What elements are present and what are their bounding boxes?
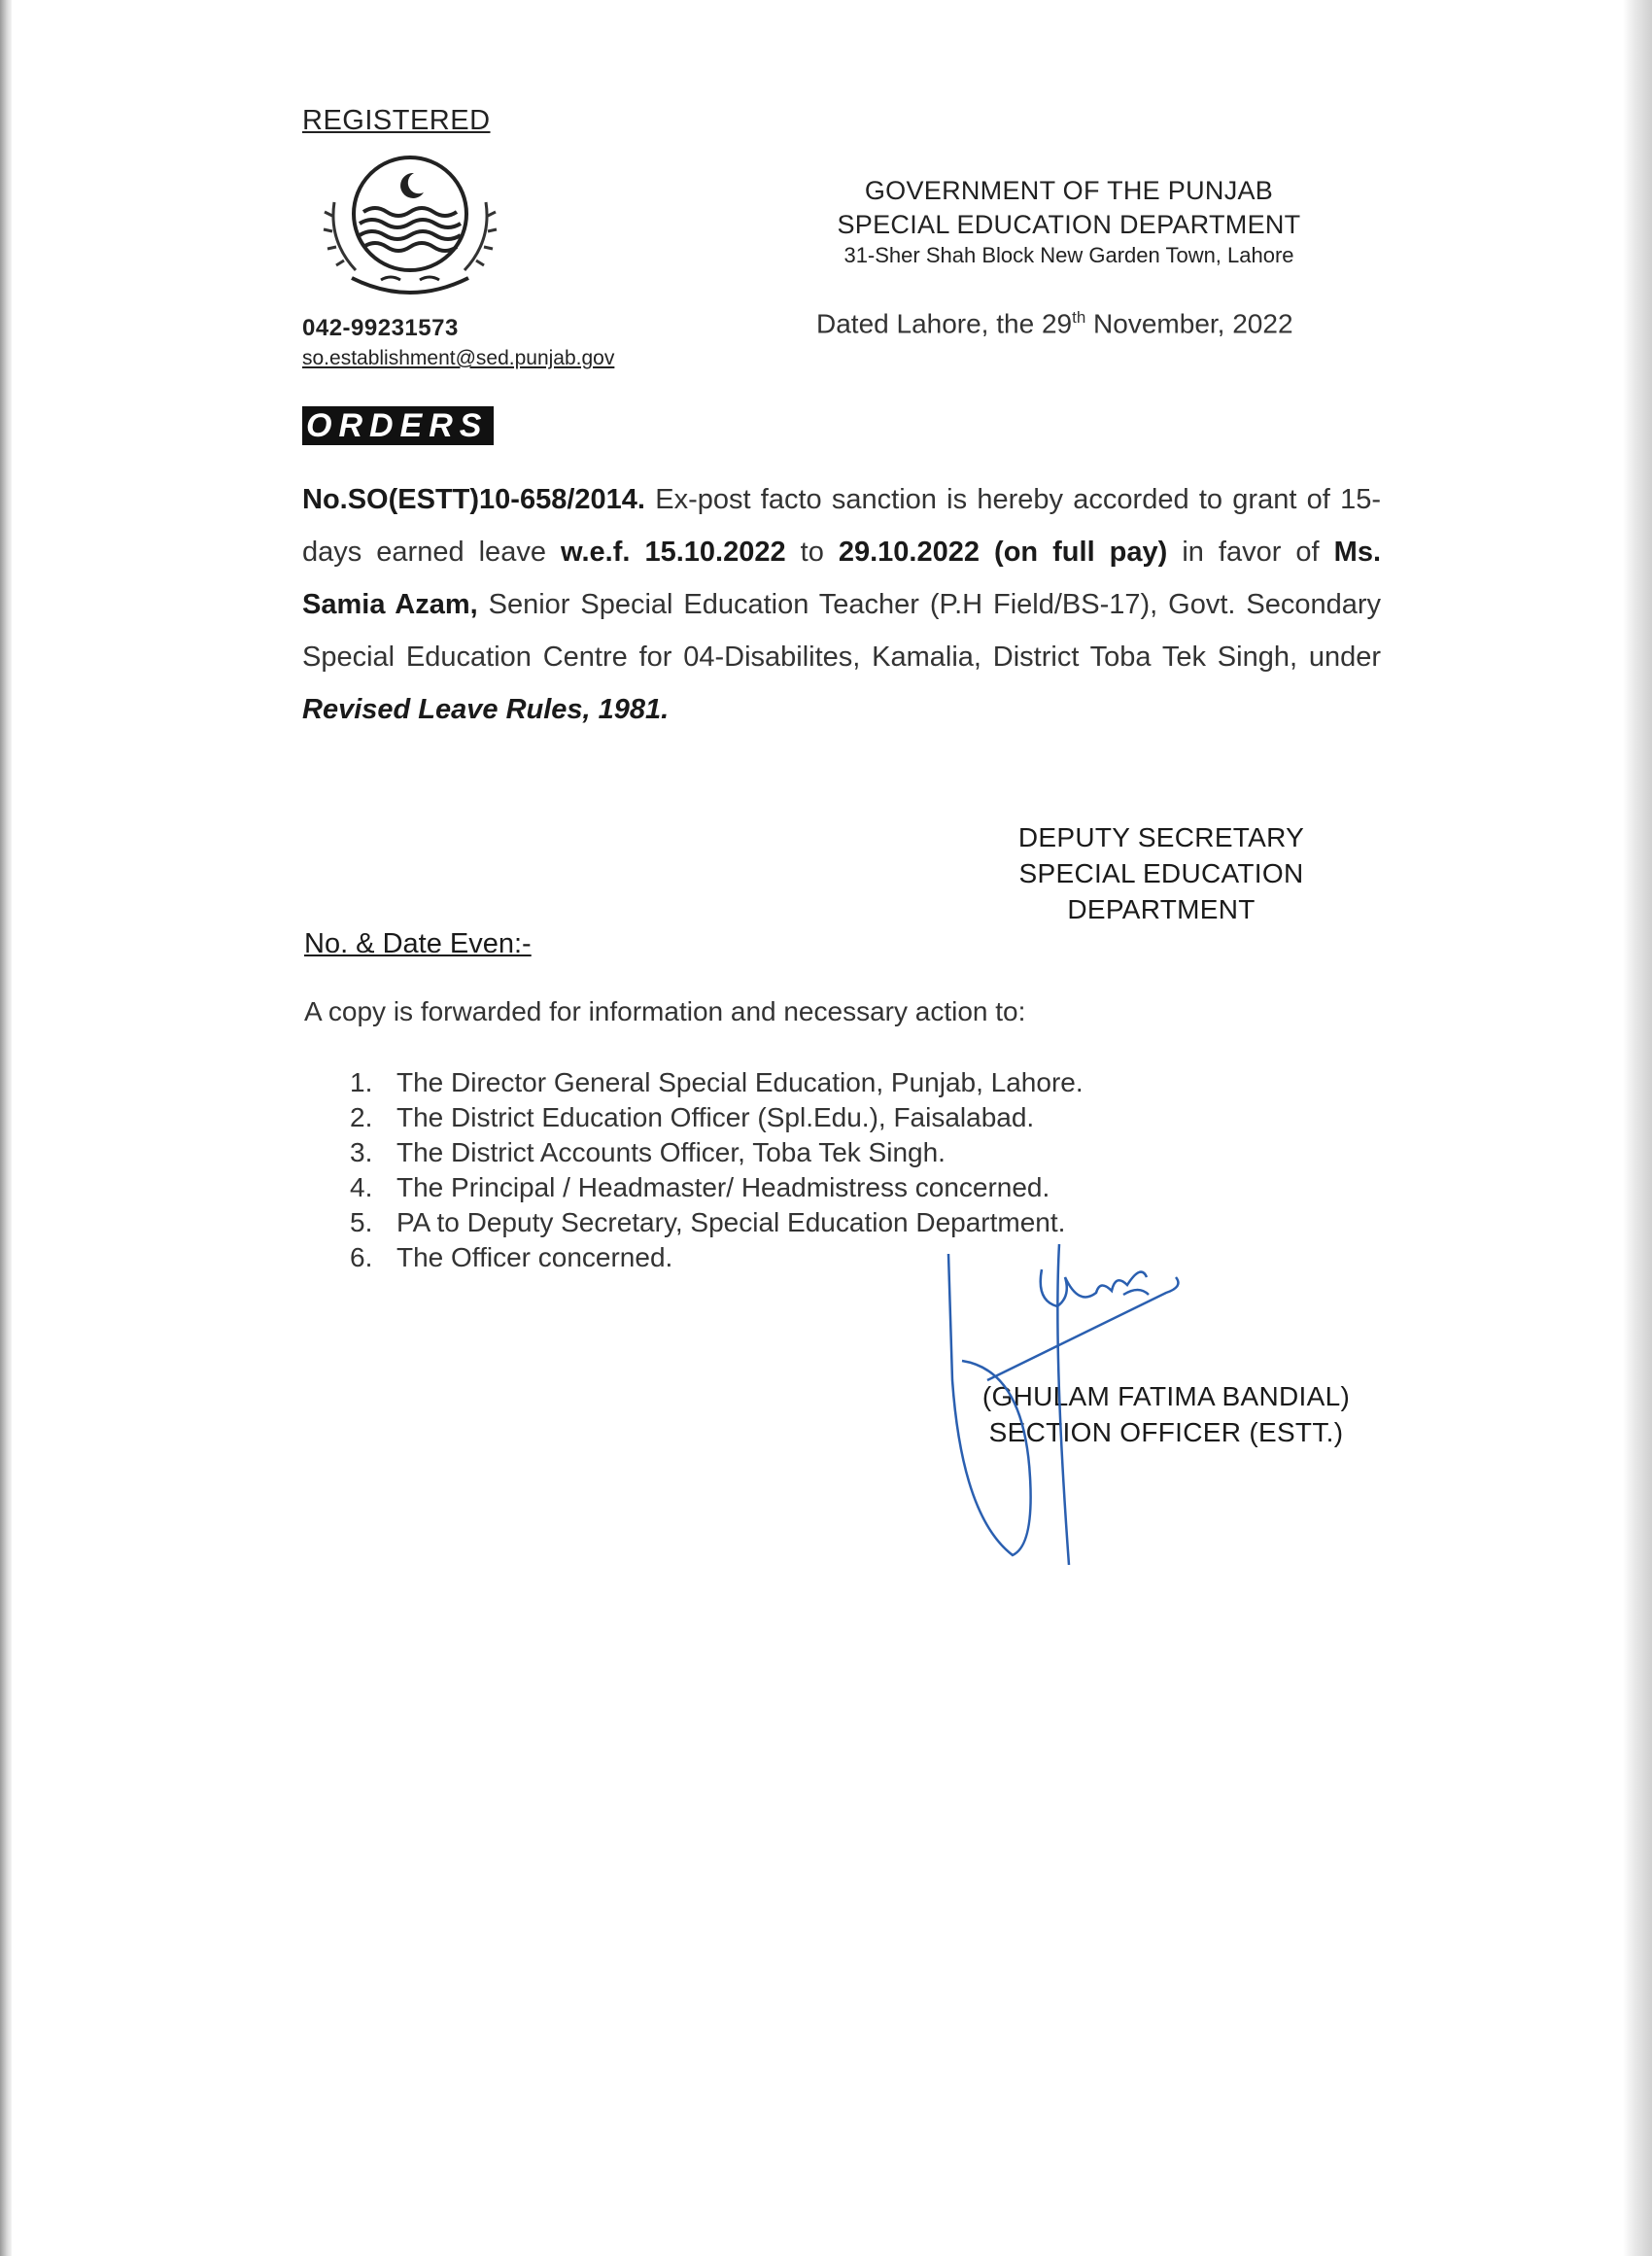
signatory-1-line-3: DEPARTMENT	[1067, 894, 1256, 924]
order-rules: Revised Leave Rules, 1981.	[302, 694, 670, 725]
phone-number: 042-99231573	[302, 315, 459, 341]
order-employee-name: Ms. Samia Azam,	[302, 537, 1381, 620]
list-item	[350, 1065, 1322, 1100]
registered-label: REGISTERED	[302, 105, 491, 136]
list-item-number: 2.	[350, 1102, 373, 1132]
scan-right-edge	[1623, 0, 1652, 2256]
scan-left-edge	[0, 0, 12, 2256]
punjab-government-emblem-icon	[313, 154, 507, 299]
orders-heading: ORDERS	[302, 406, 494, 445]
email-link[interactable]: so.establishment@sed.punjab.gov	[302, 347, 615, 369]
list-item-text: PA to Deputy Secretary, Special Education Department.	[396, 1207, 1066, 1237]
section-officer-name: (GHULAM FATIMA BANDIAL)	[981, 1381, 1351, 1411]
order-paragraph	[302, 473, 1381, 736]
list-item	[350, 1135, 1322, 1170]
list-item	[350, 1100, 1322, 1135]
list-item-text: The District Education Officer (Spl.Edu.), Faisalabad.	[396, 1102, 1035, 1132]
dated-line	[816, 308, 1293, 339]
no-date-even-heading: No. & Date Even:-	[304, 928, 532, 959]
signatory-1-line-1: DEPUTY SECRETARY	[1017, 822, 1305, 852]
order-text-1: Ex-post facto sanction is hereby accorded to grant of 15-days earned leave	[302, 484, 1381, 568]
list-item-number: 3.	[350, 1137, 373, 1167]
signatory-1-line-2: SPECIAL EDUCATION	[1018, 858, 1304, 888]
handwritten-signature	[933, 1234, 1224, 1565]
deputy-secretary-signatory	[972, 819, 1351, 927]
government-title: GOVERNMENT OF THE PUNJAB	[864, 176, 1274, 205]
list-item-text: The Officer concerned.	[396, 1242, 673, 1272]
copy-forward-intro: A copy is forwarded for information and necessary action to:	[304, 996, 1026, 1026]
list-item-text: The Principal / Headmaster/ Headmistress concerned.	[396, 1172, 1050, 1202]
letterhead	[758, 173, 1380, 270]
order-to-date: 29.10.2022 (on full pay)	[838, 537, 1168, 568]
order-number: No.SO(ESTT)10-658/2014.	[302, 484, 645, 515]
list-item-number: 1.	[350, 1067, 373, 1097]
list-item	[350, 1170, 1322, 1205]
order-text-3: in favor of	[1167, 537, 1334, 568]
section-officer-title: SECTION OFFICER (ESTT.)	[988, 1417, 1344, 1447]
department-address: 31-Sher Shah Block New Garden Town, Lahore	[843, 243, 1294, 267]
order-wef: w.e.f. 15.10.2022	[560, 537, 786, 568]
dated-suffix: November, 2022	[1085, 308, 1293, 339]
list-item-number: 5.	[350, 1207, 373, 1237]
order-text-4: Senior Special Education Teacher (P.H Field/BS-17), Govt. Secondary Special Education Centre for 04-Disabilites, Kamalia, District Toba Tek Singh, under	[302, 589, 1381, 673]
dated-prefix: Dated Lahore, the 29	[816, 308, 1073, 339]
list-item-text: The District Accounts Officer, Toba Tek Singh.	[396, 1137, 946, 1167]
department-title: SPECIAL EDUCATION DEPARTMENT	[837, 210, 1301, 239]
list-item-text: The Director General Special Education, Punjab, Lahore.	[396, 1067, 1084, 1097]
order-text-2: to	[785, 537, 839, 568]
list-item-number: 4.	[350, 1172, 373, 1202]
dated-sup: th	[1072, 308, 1086, 327]
list-item-number: 6.	[350, 1242, 373, 1272]
